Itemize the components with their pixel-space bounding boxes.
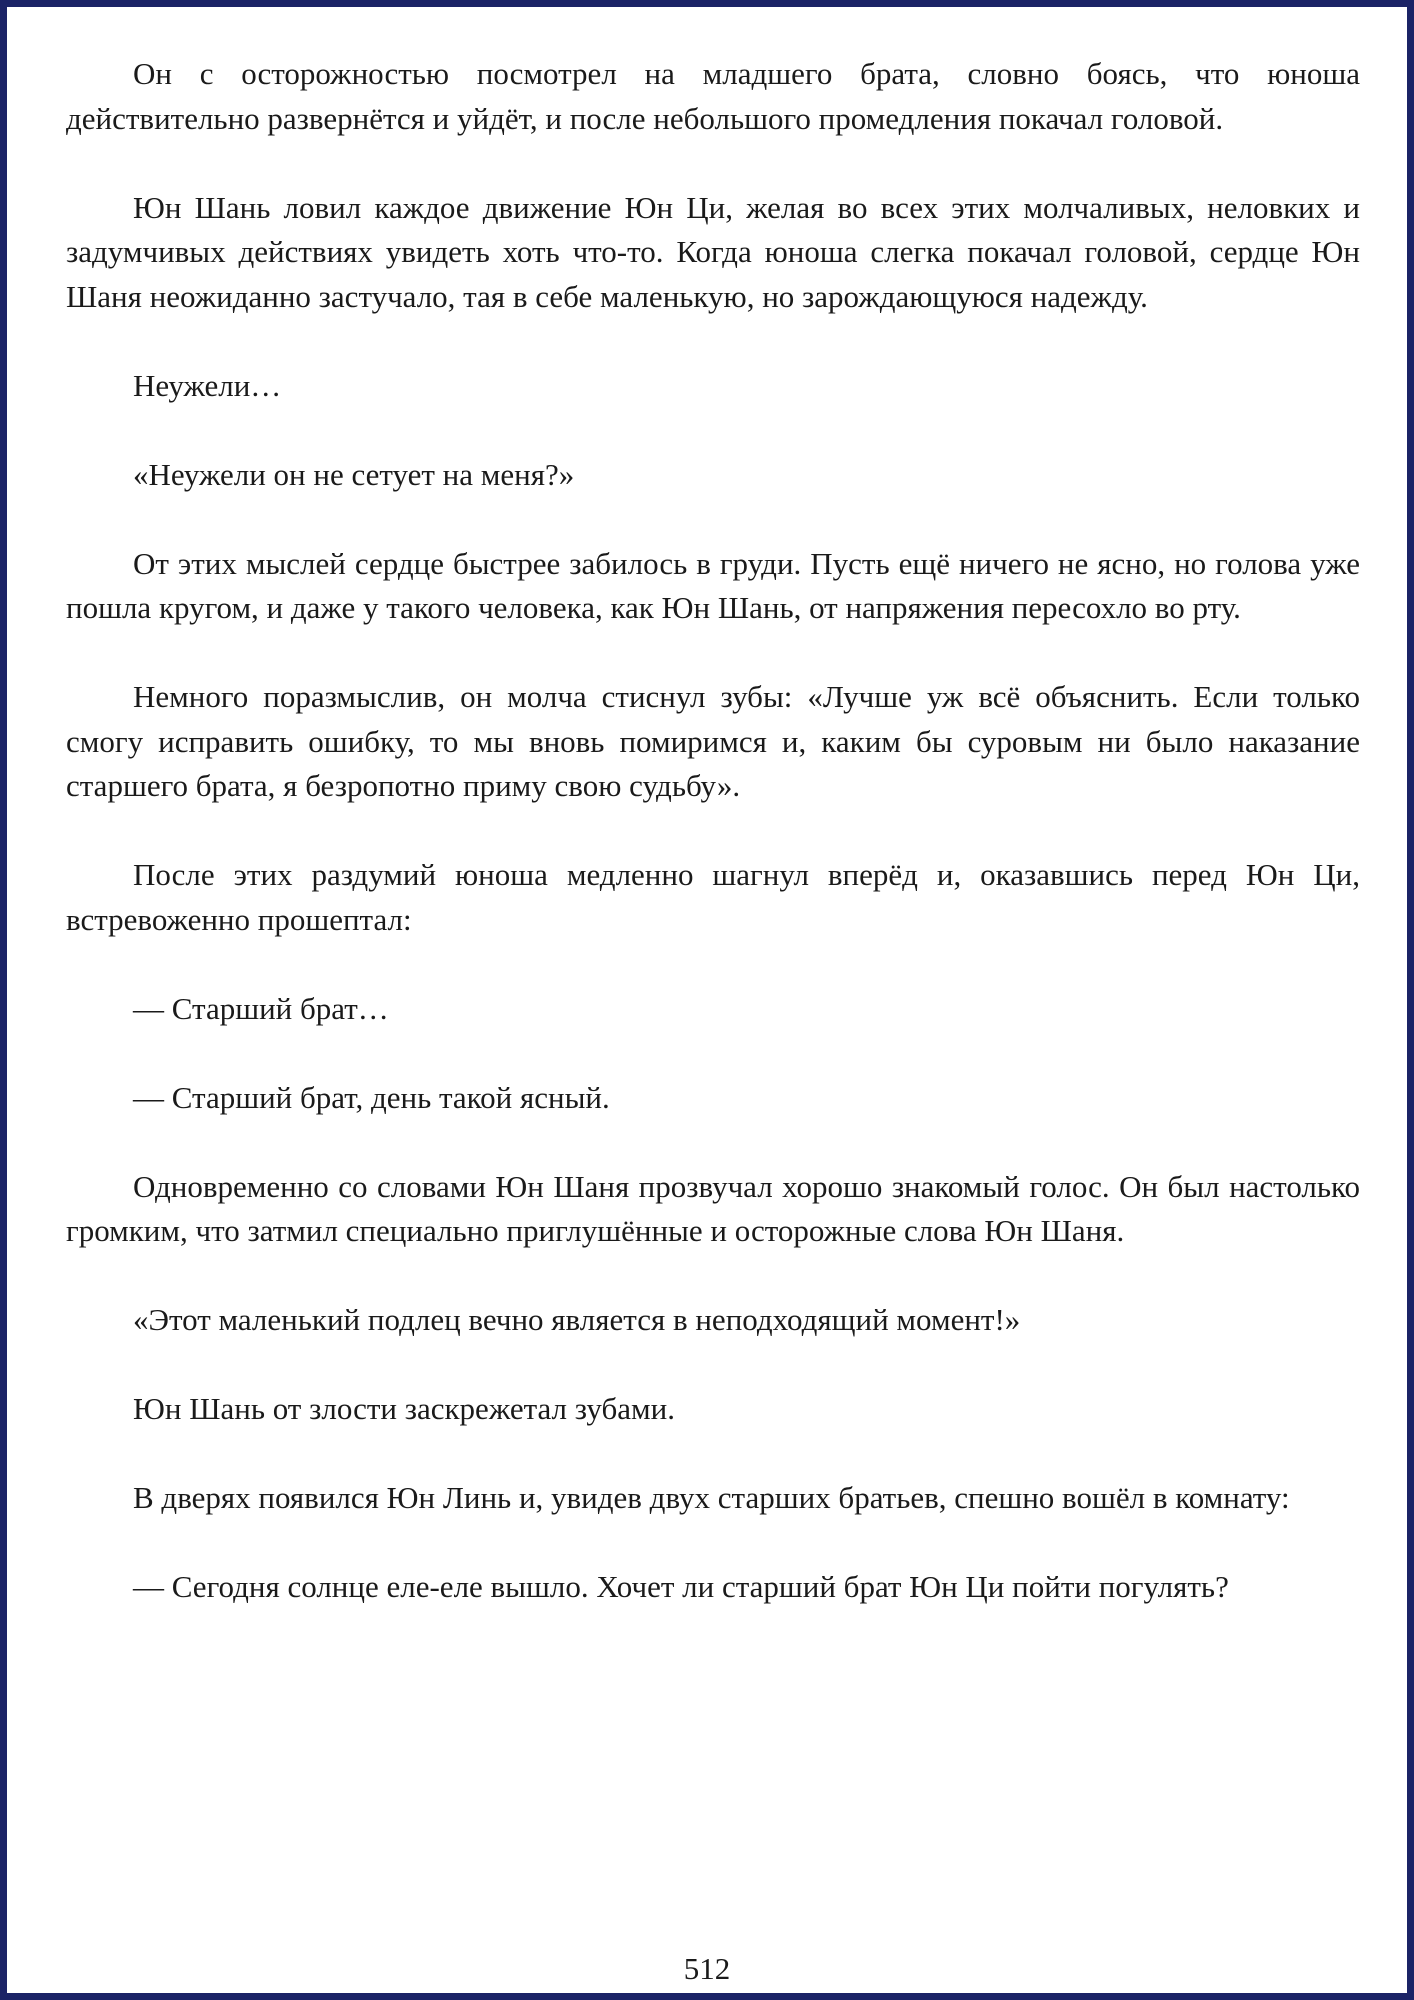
paragraph: После этих раздумий юноша медленно шагнул вперёд и, оказавшись перед Юн Ци, встревоженно прошептал: bbox=[66, 857, 1360, 937]
page-number: 512 bbox=[683, 1951, 731, 1986]
paragraph: От этих мыслей сердце быстрее забилось в груди. Пусть ещё ничего не ясно, но голова уже пошла кругом, и даже у такого человека, как Юн Шань, от напряжения пересохло во рту. bbox=[66, 545, 1360, 625]
body-text bbox=[66, 52, 1360, 1610]
paragraph: В дверях появился Юн Линь и, увидев двух старших братьев, спешно вошёл в комнату: bbox=[133, 1480, 1290, 1515]
paragraph: Юн Шань ловил каждое движение Юн Ци, желая во всех этих молчаливых, неловких и задумчивых действиях увидеть хоть что-то. Когда юноша слегка покачал головой, сердце Юн Шаня неожиданно застучало, тая в себе маленькую, но зарождающуюся надежду. bbox=[66, 189, 1360, 314]
paragraph: «Неужели он не сетует на меня?» bbox=[133, 456, 575, 492]
paragraph: — Старший брат… bbox=[133, 990, 389, 1026]
paragraph: Он с осторожностью посмотрел на младшего брата, словно боясь, что юноша действительно развернётся и уйдёт, и после небольшого промедления покачал головой. bbox=[66, 56, 1360, 136]
paragraph: Неужели… bbox=[133, 367, 282, 403]
paragraph: — Сегодня солнце еле-еле вышло. Хочет ли старший брат Юн Ци пойти погулять? bbox=[133, 1569, 1229, 1604]
paragraph: Одновременно со словами Юн Шаня прозвучал хорошо знакомый голос. Он был настолько громким, что затмил специально приглушённые и осторожные слова Юн Шаня. bbox=[66, 1168, 1360, 1248]
paragraph: — Старший брат, день такой ясный. bbox=[133, 1079, 610, 1115]
paragraph: Немного поразмыслив, он молча стиснул зубы: «Лучше уж всё объяснить. Если только смогу исправить ошибку, то мы вновь помиримся и, каким бы суровым ни было наказание старшего брата, я безропотно приму свою судьбу». bbox=[66, 679, 1360, 803]
paragraph: Юн Шань от злости заскрежетал зубами. bbox=[133, 1391, 675, 1426]
paragraph: «Этот маленький подлец вечно является в неподходящий момент!» bbox=[133, 1302, 1021, 1337]
